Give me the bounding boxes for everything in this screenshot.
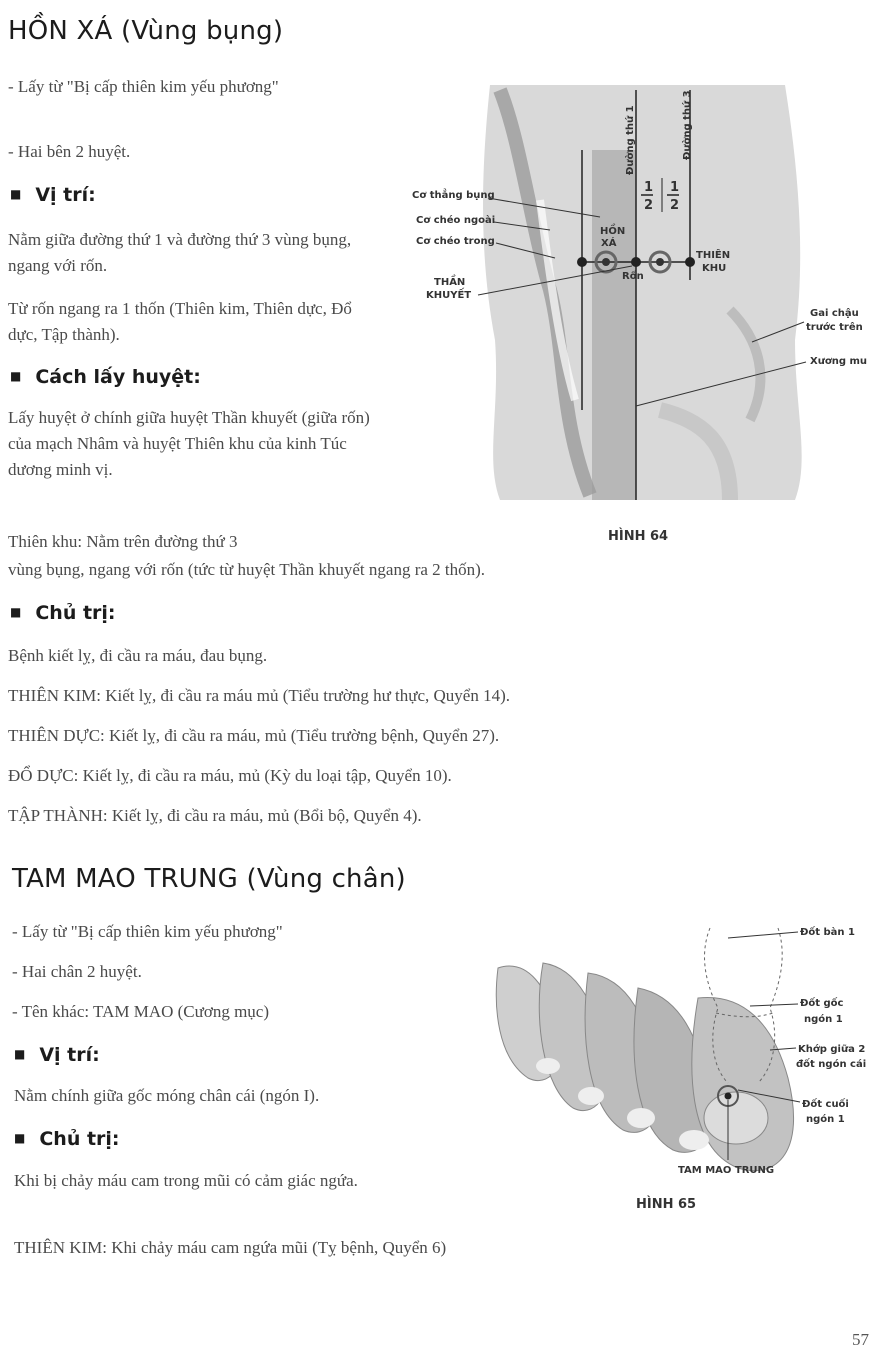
hon-xa-location-p1: Nằm giữa đường thứ 1 và đường thứ 3 vùng bụng, ngang với rốn. [8, 230, 352, 275]
hon-xa-indication-heading: ■ Chủ trị: [10, 602, 116, 624]
label-khop-1: Khớp giữa 2 [798, 1044, 866, 1055]
figure-65-toes [488, 918, 878, 1180]
point-than-khuyet [631, 257, 641, 267]
svg-text:1: 1 [670, 180, 680, 195]
tam-mao-source: - Lấy từ "Bị cấp thiên kim yếu phương" [12, 922, 283, 941]
point-hon-xa-left [602, 258, 610, 266]
point-thien-khu [685, 257, 695, 267]
label-dot-ban-1: Đốt bàn 1 [800, 927, 855, 938]
hon-xa-indication-5: TẬP THÀNH: Kiết lỵ, đi cầu ra máu, mủ (Bổi bộ, Quyển 4). [8, 806, 422, 825]
hon-xa-indication-3: THIÊN DỰC: Kiết lỵ, đi cầu ra máu, mủ (Tiểu trường bệnh, Quyển 27). [8, 726, 500, 745]
tam-mao-location-p1: Nằm chính giữa gốc móng chân cái (ngón I). [14, 1086, 320, 1105]
hon-xa-indication-1: Bệnh kiết lỵ, đi cầu ra máu, đau bụng. [8, 646, 268, 665]
label-xuong-mu: Xương mu [810, 356, 867, 367]
label-hon-xa-2: XÁ [601, 238, 617, 249]
point-marker [577, 257, 587, 267]
torso-shape [483, 85, 802, 500]
page-number: 57 [852, 1330, 869, 1349]
figure-65-caption: HÌNH 65 [636, 1197, 697, 1212]
label-dot-goc-2: ngón 1 [804, 1014, 843, 1025]
tam-mao-indication-p2: THIÊN KIM: Khi chảy máu cam ngứa mũi (Tỵ bệnh, Quyển 6) [14, 1238, 447, 1257]
label-dot-goc-1: Đốt gốc [800, 998, 844, 1009]
tam-mao-location-heading: ■ Vị trí: [14, 1044, 100, 1066]
label-thien-khu-1: THIÊN [696, 250, 731, 261]
point-hon-xa-right [656, 258, 664, 266]
label-tam-mao-trung: TAM MAO TRUNG [678, 1165, 775, 1176]
label-co-cheo-trong: Cơ chéo trong [416, 236, 495, 247]
hon-xa-method-heading: ■ Cách lấy huyệt: [10, 366, 201, 388]
section-title-hon-xa: HỒN XÁ (Vùng bụng) [8, 16, 284, 46]
hon-xa-count: - Hai bên 2 huyệt. [8, 142, 131, 161]
tam-mao-count: - Hai chân 2 huyệt. [12, 962, 142, 981]
svg-text:2: 2 [644, 198, 654, 213]
label-khop-2: đốt ngón cái [796, 1059, 867, 1070]
label-gai-chau-1: Gai chậu [810, 308, 859, 319]
label-co-thang-bung: Cơ thẳng bụng [412, 190, 495, 201]
figure-64-abdomen [400, 80, 878, 512]
label-dot-cuoi-1: Đốt cuối [802, 1099, 849, 1110]
label-dot-cuoi-2: ngón 1 [806, 1114, 845, 1125]
label-ron: Rốn [622, 271, 644, 282]
hon-xa-location-p2: Từ rốn ngang ra 1 thốn (Thiên kim, Thiên dực, Đổ dực, Tập thành). [8, 299, 352, 344]
big-toe-nail [704, 1092, 768, 1144]
label-duong-thu-1: Đường thứ 1 [625, 105, 636, 175]
label-than-khuyet-1: THẦN [434, 277, 466, 288]
label-hon-xa-1: HỒN [600, 226, 626, 237]
point-tam-mao-trung [725, 1093, 732, 1100]
hon-xa-location-heading: ■ Vị trí: [10, 184, 96, 206]
label-than-khuyet-2: KHUYẾT [426, 290, 472, 301]
label-thien-khu-2: KHU [702, 263, 727, 274]
svg-text:1: 1 [644, 180, 654, 195]
hon-xa-source: - Lấy từ "Bị cấp thiên kim yếu phương" [8, 77, 279, 96]
label-duong-thu-3: Đường thứ 3 [682, 90, 693, 160]
hon-xa-method-p2a: Thiên khu: Nằm trên đường thứ 3 [8, 532, 238, 551]
hon-xa-indication-2: THIÊN KIM: Kiết lỵ, đi cầu ra máu mủ (Tiểu trường hư thực, Quyển 14). [8, 686, 510, 705]
hon-xa-method-p1: Lấy huyệt ở chính giữa huyệt Thần khuyết (giữa rốn) của mạch Nhâm và huyệt Thiên khu của kinh Túc dương minh vị. [8, 408, 370, 479]
label-co-cheo-ngoai: Cơ chéo ngoài [416, 215, 496, 226]
tam-mao-indication-heading: ■ Chủ trị: [14, 1128, 120, 1150]
label-gai-chau-2: trước trên [806, 322, 863, 333]
tam-mao-alt-name: - Tên khác: TAM MAO (Cương mục) [12, 1002, 270, 1021]
svg-text:2: 2 [670, 198, 680, 213]
figure-64-caption: HÌNH 64 [608, 529, 669, 544]
hon-xa-indication-4: ĐỔ DỰC: Kiết lỵ, đi cầu ra máu, mủ (Kỳ du loại tập, Quyển 10). [8, 766, 452, 785]
tam-mao-indication-p1: Khi bị chảy máu cam trong mũi có cảm giác ngứa. [14, 1171, 358, 1190]
section-title-tam-mao-trung: TAM MAO TRUNG (Vùng chân) [12, 864, 406, 894]
rectus-muscle [592, 150, 636, 500]
hon-xa-method-p2b: vùng bụng, ngang với rốn (tức từ huyệt Thần khuyết ngang ra 2 thốn). [8, 560, 486, 579]
